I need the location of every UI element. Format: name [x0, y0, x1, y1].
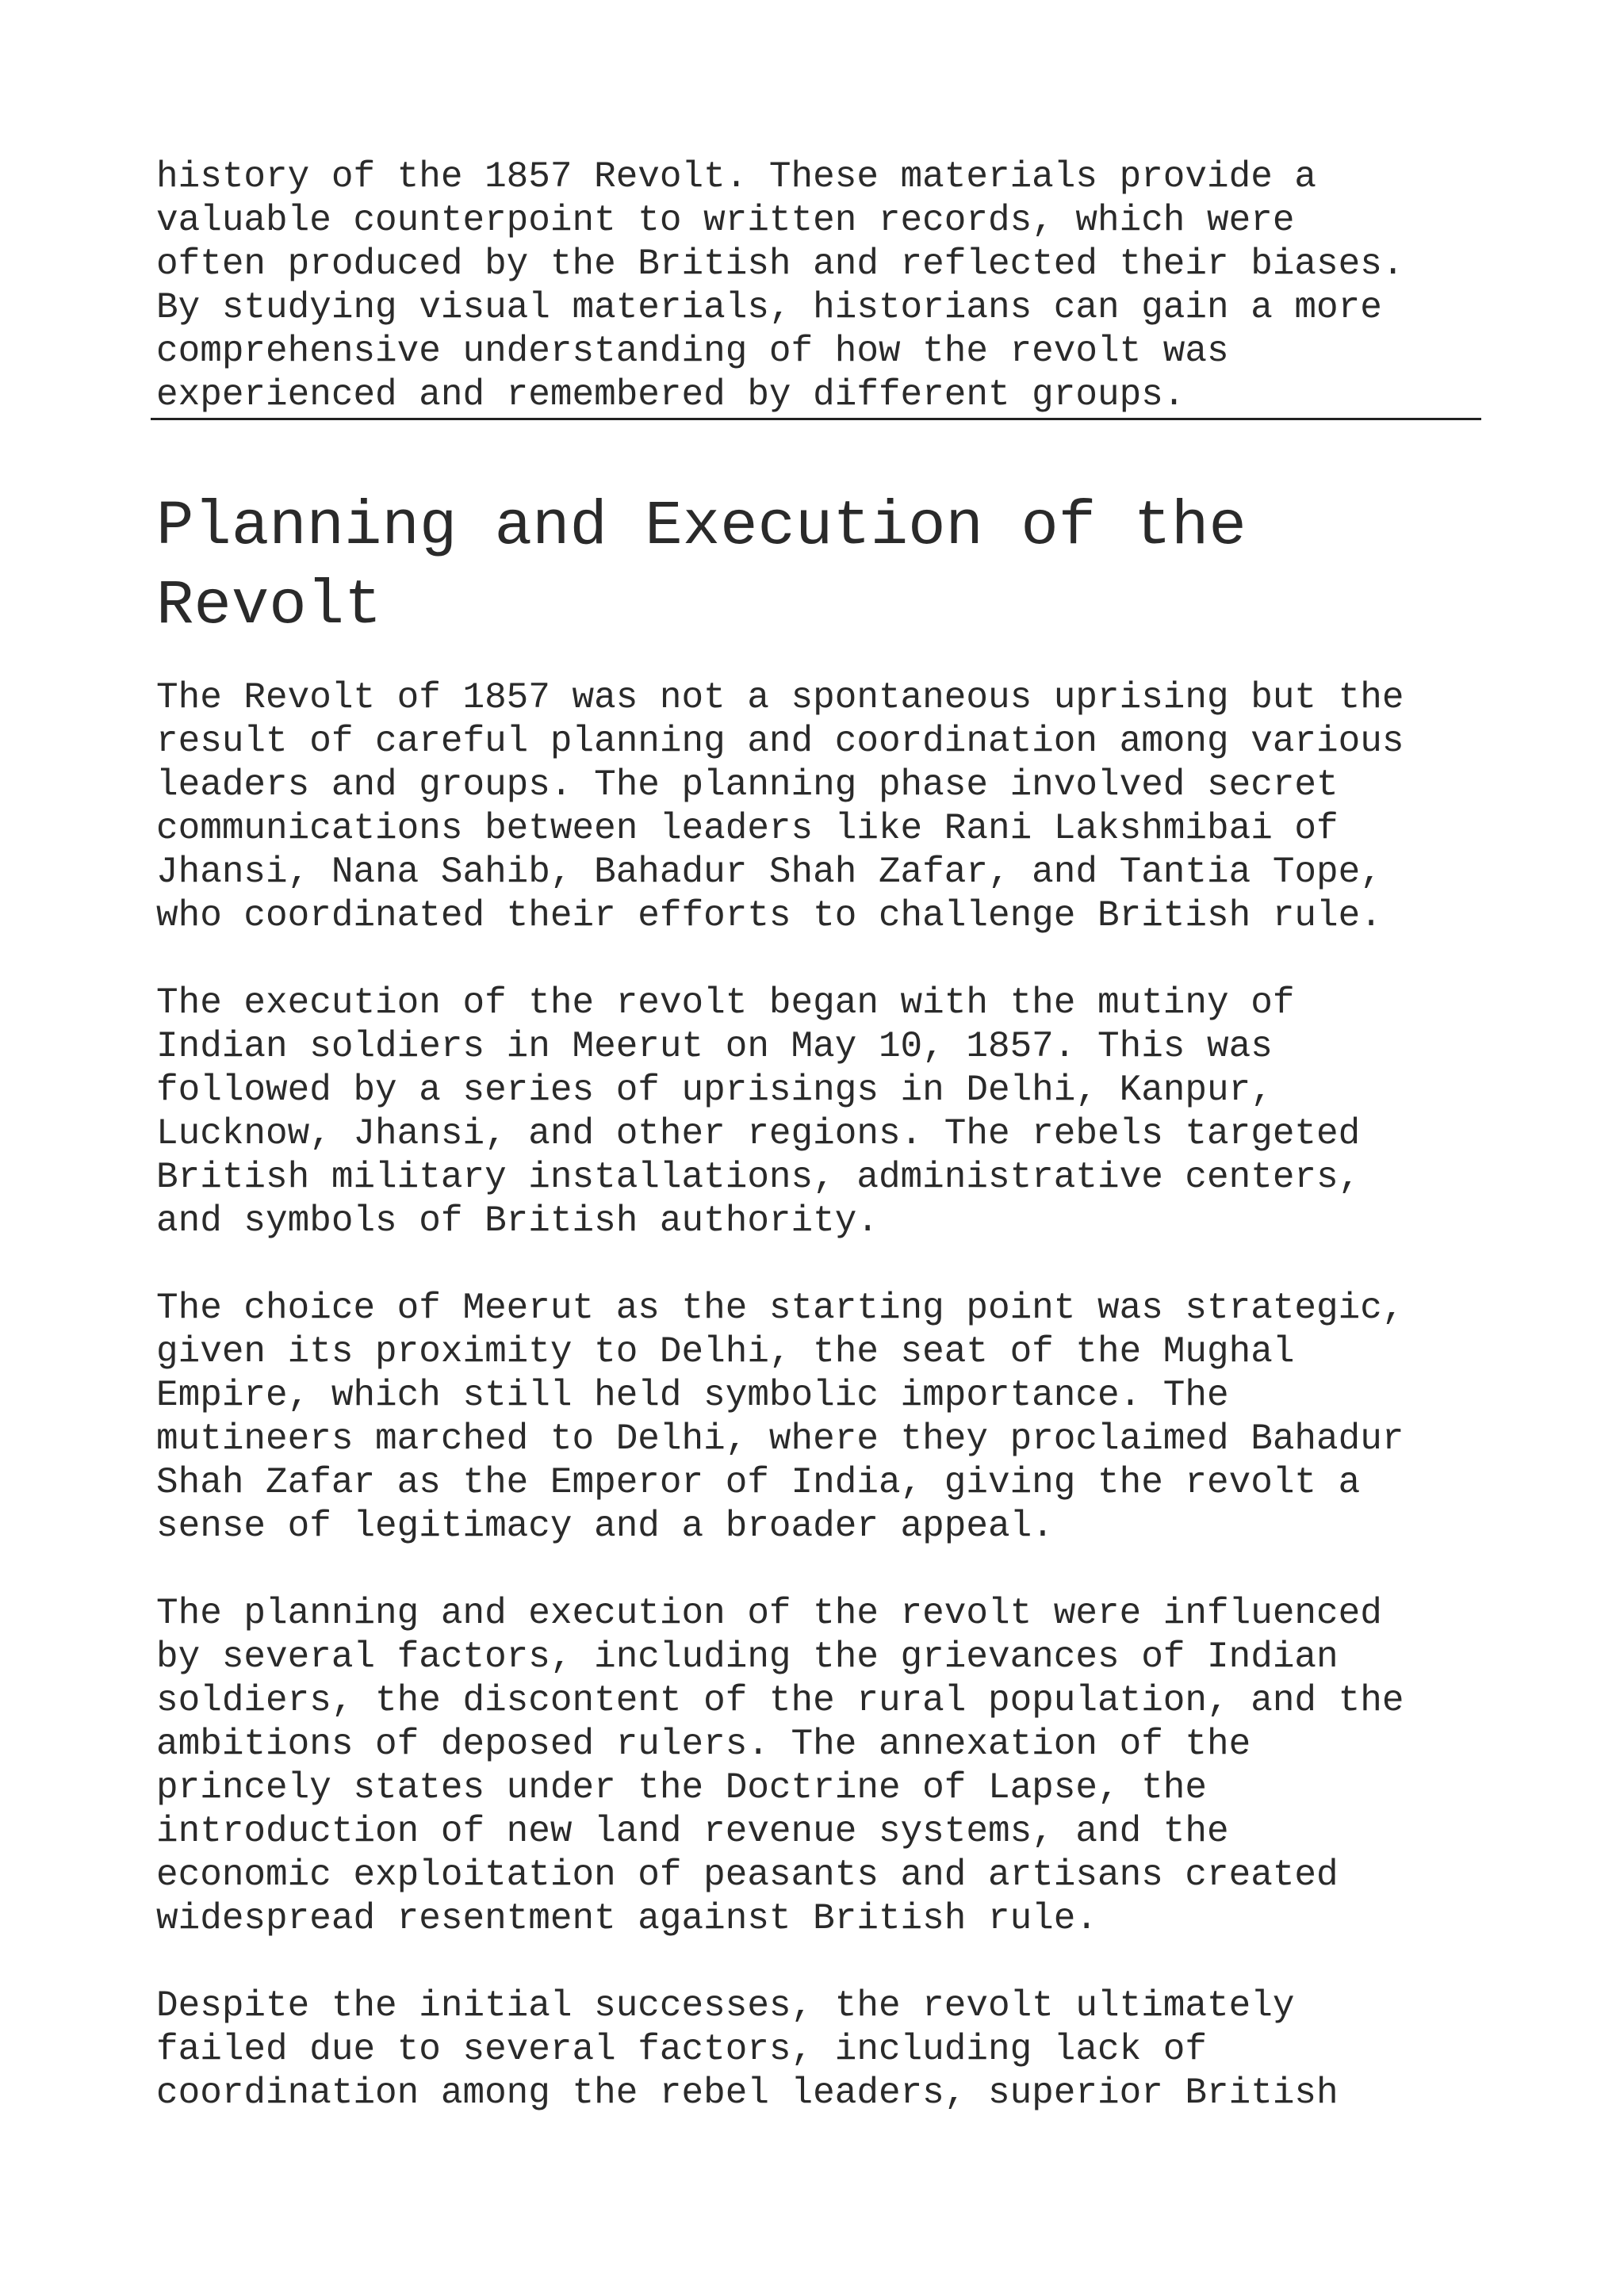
text-line: history of the 1857 Revolt. These materials provide a — [156, 156, 1317, 197]
heading-line: Planning and Execution of the — [156, 491, 1247, 562]
text-line: followed by a series of uprisings in Delhi, Kanpur, — [156, 1070, 1273, 1111]
text-line: Despite the initial successes, the revolt ultimately — [156, 1985, 1295, 2026]
text-line: given its proximity to Delhi, the seat of the Mughal — [156, 1331, 1295, 1372]
text-line: British military installations, administrative centers, — [156, 1157, 1361, 1198]
text-line: introduction of new land revenue systems, and the — [156, 1811, 1229, 1852]
text-line: soldiers, the discontent of the rural population, and the — [156, 1680, 1404, 1721]
text-line: coordination among the rebel leaders, superior British — [156, 2072, 1339, 2114]
text-line: The execution of the revolt began with the mutiny of — [156, 982, 1295, 1024]
text-line: economic exploitation of peasants and artisans created — [156, 1854, 1339, 1896]
text-line: sense of legitimacy and a broader appeal. — [156, 1506, 1054, 1547]
text-line: widespread resentment against British rule. — [156, 1898, 1097, 1939]
text-line: Lucknow, Jhansi, and other regions. The rebels targeted — [156, 1113, 1361, 1154]
text-line: ambitions of deposed rulers. The annexation of the — [156, 1724, 1251, 1765]
text-line: Empire, which still held symbolic importance. The — [156, 1375, 1229, 1416]
text-line: Indian soldiers in Meerut on May 10, 1857. This was — [156, 1026, 1273, 1067]
text-line: who coordinated their efforts to challenge British rule. — [156, 895, 1382, 936]
text-line: Shah Zafar as the Emperor of India, giving the revolt a — [156, 1462, 1361, 1503]
text-line: mutineers marched to Delhi, where they proclaimed Bahadur — [156, 1418, 1404, 1460]
text-line: result of careful planning and coordination among various — [156, 721, 1404, 762]
text-line: experienced and remembered by different groups. — [156, 374, 1185, 415]
text-line: Jhansi, Nana Sahib, Bahadur Shah Zafar, and Tantia Tope, — [156, 851, 1382, 893]
text-line: by several factors, including the grievances of Indian — [156, 1636, 1339, 1678]
text-line: The Revolt of 1857 was not a spontaneous uprising but the — [156, 677, 1404, 718]
text-line: The choice of Meerut as the starting point was strategic, — [156, 1288, 1404, 1329]
text-line: comprehensive understanding of how the revolt was — [156, 331, 1229, 372]
section-divider — [151, 418, 1481, 420]
text-line: By studying visual materials, historians can gain a more — [156, 287, 1382, 328]
text-line: and symbols of British authority. — [156, 1200, 879, 1242]
text-line: leaders and groups. The planning phase involved secret — [156, 764, 1339, 806]
text-line: communications between leaders like Rani Lakshmibai of — [156, 808, 1339, 849]
text-line: princely states under the Doctrine of Lapse, the — [156, 1767, 1208, 1808]
heading-line: Revolt — [156, 570, 382, 641]
text-line: valuable counterpoint to written records, which were — [156, 200, 1295, 241]
text-line: failed due to several factors, including lack of — [156, 2029, 1208, 2070]
text-line: The planning and execution of the revolt were influenced — [156, 1593, 1382, 1634]
text-line: often produced by the British and reflected their biases. — [156, 243, 1404, 285]
